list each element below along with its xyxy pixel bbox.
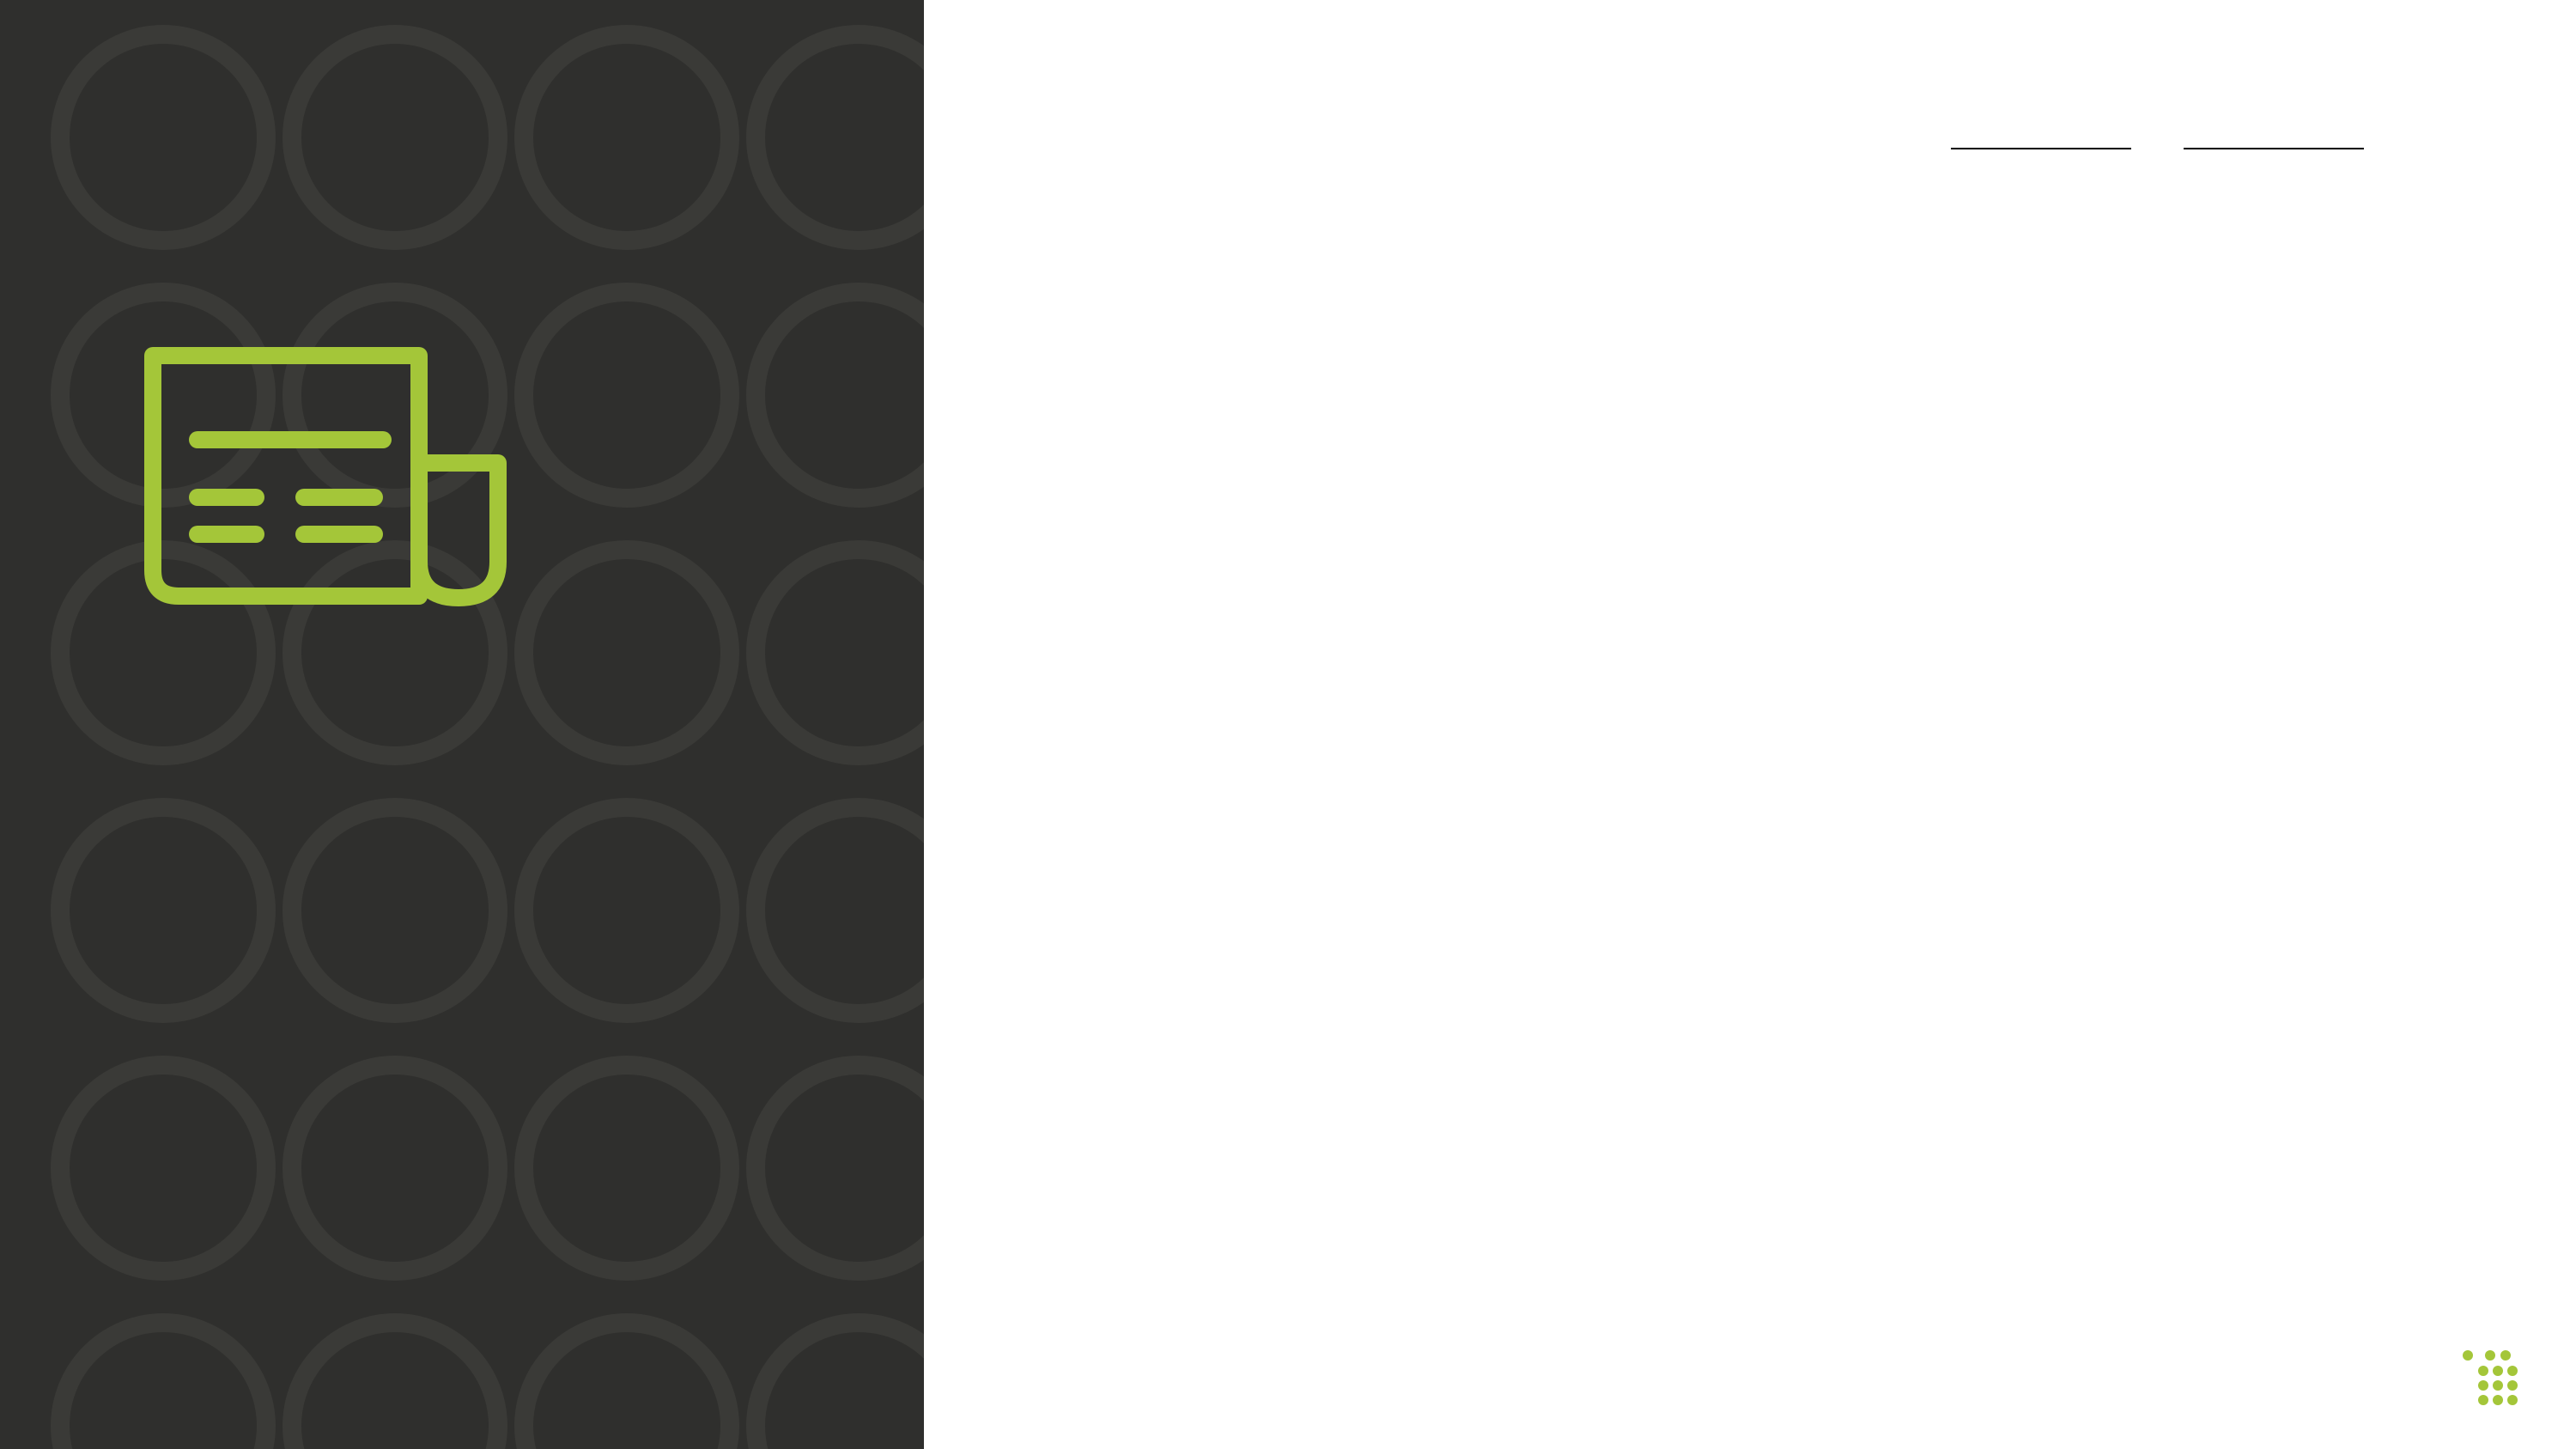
dot-grid-logo-icon xyxy=(2463,1350,2518,1405)
balance-sheet-table xyxy=(1121,146,2380,173)
document-icon xyxy=(144,347,513,613)
column-header-2023 xyxy=(1951,148,2131,149)
table-header xyxy=(1121,146,2380,173)
background-pattern xyxy=(0,0,924,1449)
left-panel xyxy=(0,0,924,1449)
column-header-2022 xyxy=(2184,148,2364,149)
